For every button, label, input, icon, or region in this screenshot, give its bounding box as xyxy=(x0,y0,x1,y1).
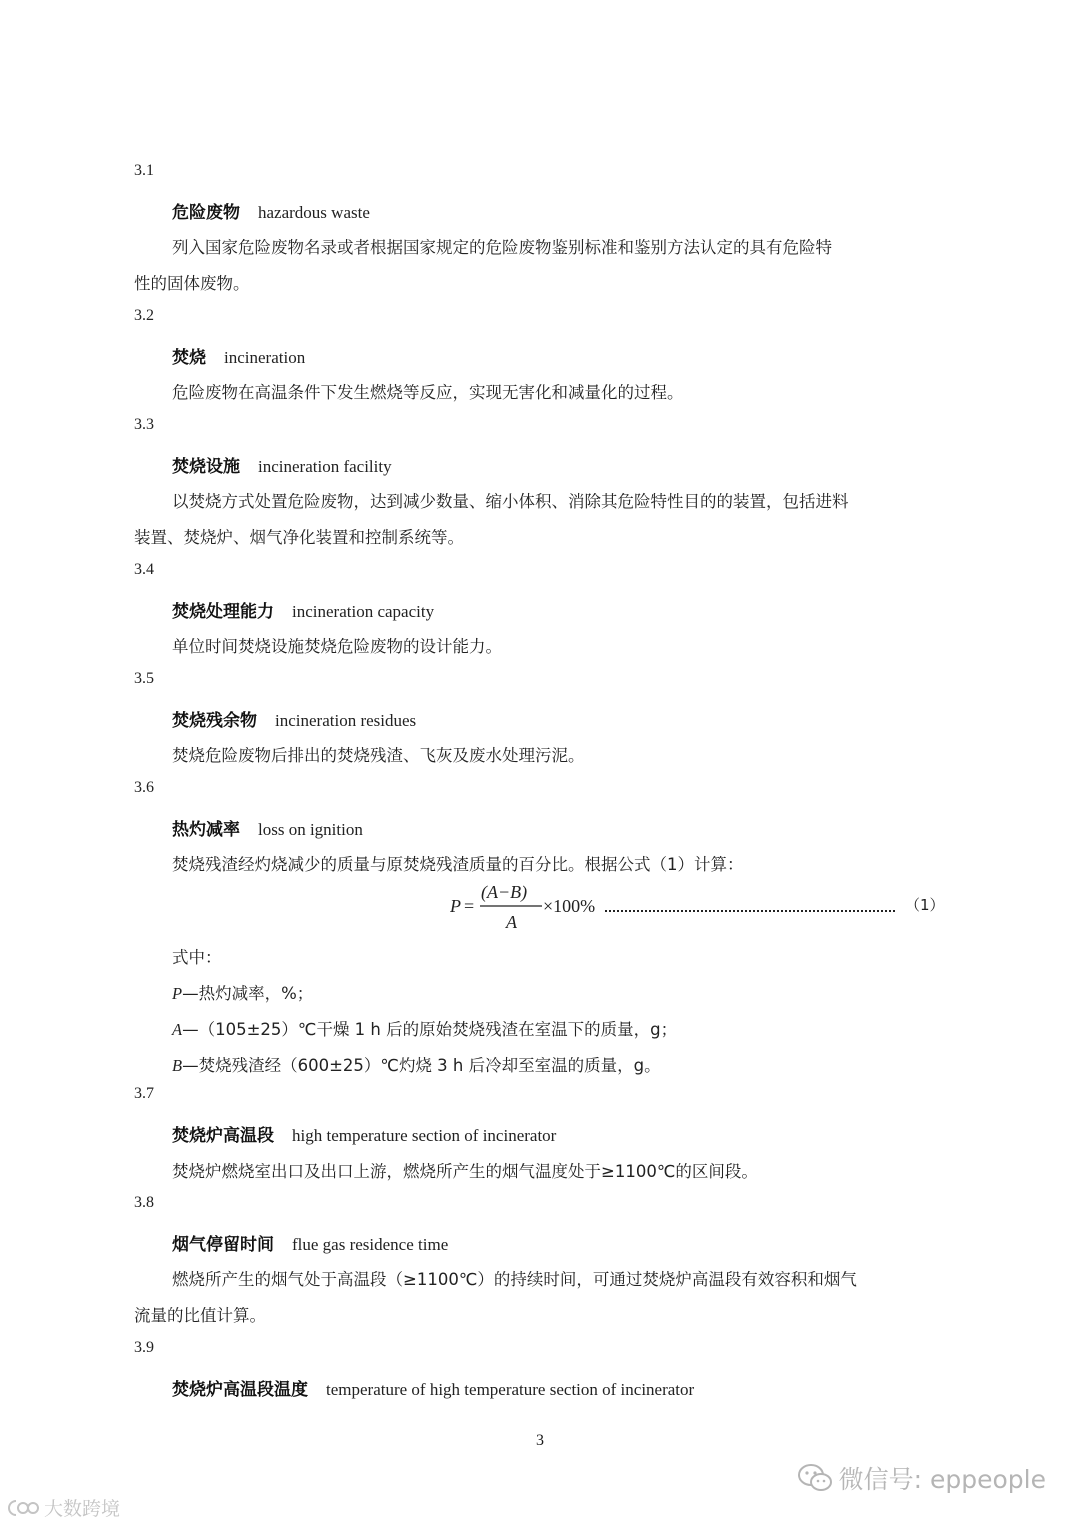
section-number: 3.1 xyxy=(134,162,154,179)
section-number: 3.6 xyxy=(134,779,154,796)
section-number: 3.8 xyxy=(134,1194,154,1211)
term-heading xyxy=(172,706,416,731)
section-number: 3.9 xyxy=(134,1339,154,1356)
definition-line: 焚烧残渣经灼烧减少的质量与原焚烧残渣质量的百分比。根据公式（1）计算： xyxy=(172,855,744,874)
term-zh: 焚烧炉高温段温度 xyxy=(172,1380,308,1400)
term-en: incineration capacity xyxy=(292,602,435,621)
definition-line: 焚烧炉燃烧室出口及出口上游，燃烧所产生的烟气温度处于≥1100℃的区间段。 xyxy=(172,1162,758,1181)
where-label: 式中： xyxy=(172,948,222,967)
term-zh: 焚烧残余物 xyxy=(172,711,257,731)
variable-description: —焚烧残渣经（600±25）℃灼烧 3 h 后冷却至室温的质量，g。 xyxy=(182,1056,661,1075)
term-zh: 焚烧设施 xyxy=(172,457,240,477)
term-zh: 危险废物 xyxy=(172,203,240,223)
definition-line: 焚烧危险废物后排出的焚烧残渣、飞灰及废水处理污泥。 xyxy=(172,746,585,765)
brand-watermark xyxy=(6,1494,120,1521)
wechat-icon xyxy=(797,1463,833,1493)
definition-line: 流量的比值计算。 xyxy=(134,1306,266,1325)
formula-loss-on-ignition xyxy=(450,876,950,936)
term-heading xyxy=(172,1230,448,1255)
formula-multiplier: ×100% xyxy=(543,896,596,916)
term-heading xyxy=(172,343,305,368)
term-en: flue gas residence time xyxy=(292,1235,449,1254)
term-en: incineration xyxy=(224,348,306,367)
section-number: 3.3 xyxy=(134,416,154,433)
formula-equals: = xyxy=(464,896,475,916)
term-zh: 烟气停留时间 xyxy=(172,1235,274,1255)
term-en: temperature of high temperature section of incinerator xyxy=(326,1380,695,1399)
page-number: 3 xyxy=(536,1432,544,1449)
term-zh: 焚烧 xyxy=(172,348,206,368)
term-zh: 焚烧炉高温段 xyxy=(172,1126,274,1146)
formula-numerator: (A−B) xyxy=(481,882,528,902)
section-number: 3.5 xyxy=(134,670,154,687)
wechat-id: 微信号: eppeople xyxy=(838,1465,1046,1494)
section-number: 3.7 xyxy=(134,1085,154,1102)
formula-denominator: A xyxy=(506,912,517,932)
definition-line: 装置、焚烧炉、烟气净化装置和控制系统等。 xyxy=(134,528,464,547)
term-zh: 焚烧处理能力 xyxy=(172,602,274,622)
variable-definition xyxy=(172,1052,661,1076)
variable-symbol: B xyxy=(172,1056,183,1075)
formula-lhs: P xyxy=(450,896,461,916)
term-heading xyxy=(172,597,434,622)
term-en: hazardous waste xyxy=(258,203,370,222)
variable-description: —（105±25）℃干燥 1 h 后的原始焚烧残渣在室温下的质量，g； xyxy=(182,1020,678,1039)
section-number: 3.2 xyxy=(134,307,154,324)
definition-line: 燃烧所产生的烟气处于高温段（≥1100℃）的持续时间，可通过焚烧炉高温段有效容积和烟气 xyxy=(172,1270,857,1289)
term-zh: 热灼减率 xyxy=(172,820,240,840)
brand-logo-icon xyxy=(6,1497,40,1519)
variable-definition xyxy=(172,980,313,1004)
definition-line: 性的固体废物。 xyxy=(134,274,250,293)
variable-description: —热灼减率，%； xyxy=(182,984,314,1003)
wechat-watermark xyxy=(797,1460,1046,1496)
term-heading xyxy=(172,1121,556,1146)
variable-definition xyxy=(172,1016,677,1040)
term-en: incineration facility xyxy=(258,457,392,476)
term-en: high temperature section of incinerator xyxy=(292,1126,557,1145)
term-heading xyxy=(172,198,370,223)
variable-symbol: A xyxy=(172,1020,183,1039)
equation-number: （1） xyxy=(905,896,945,914)
definition-line: 以焚烧方式处置危险废物，达到减少数量、缩小体积、消除其危险特性目的的装置，包括进料 xyxy=(172,492,849,511)
term-heading xyxy=(172,452,392,477)
variable-symbol: P xyxy=(172,984,183,1003)
definition-line: 危险废物在高温条件下发生燃烧等反应，实现无害化和减量化的过程。 xyxy=(172,383,684,402)
term-en: loss on ignition xyxy=(258,820,363,839)
brand-name: 大数跨境 xyxy=(44,1498,121,1520)
term-heading xyxy=(172,1375,694,1400)
term-heading xyxy=(172,815,363,840)
section-number: 3.4 xyxy=(134,561,154,578)
definition-line: 单位时间焚烧设施焚烧危险废物的设计能力。 xyxy=(172,637,502,656)
term-en: incineration residues xyxy=(275,711,417,730)
definition-line: 列入国家危险废物名录或者根据国家规定的危险废物鉴别标准和鉴别方法认定的具有危险特 xyxy=(172,238,832,257)
